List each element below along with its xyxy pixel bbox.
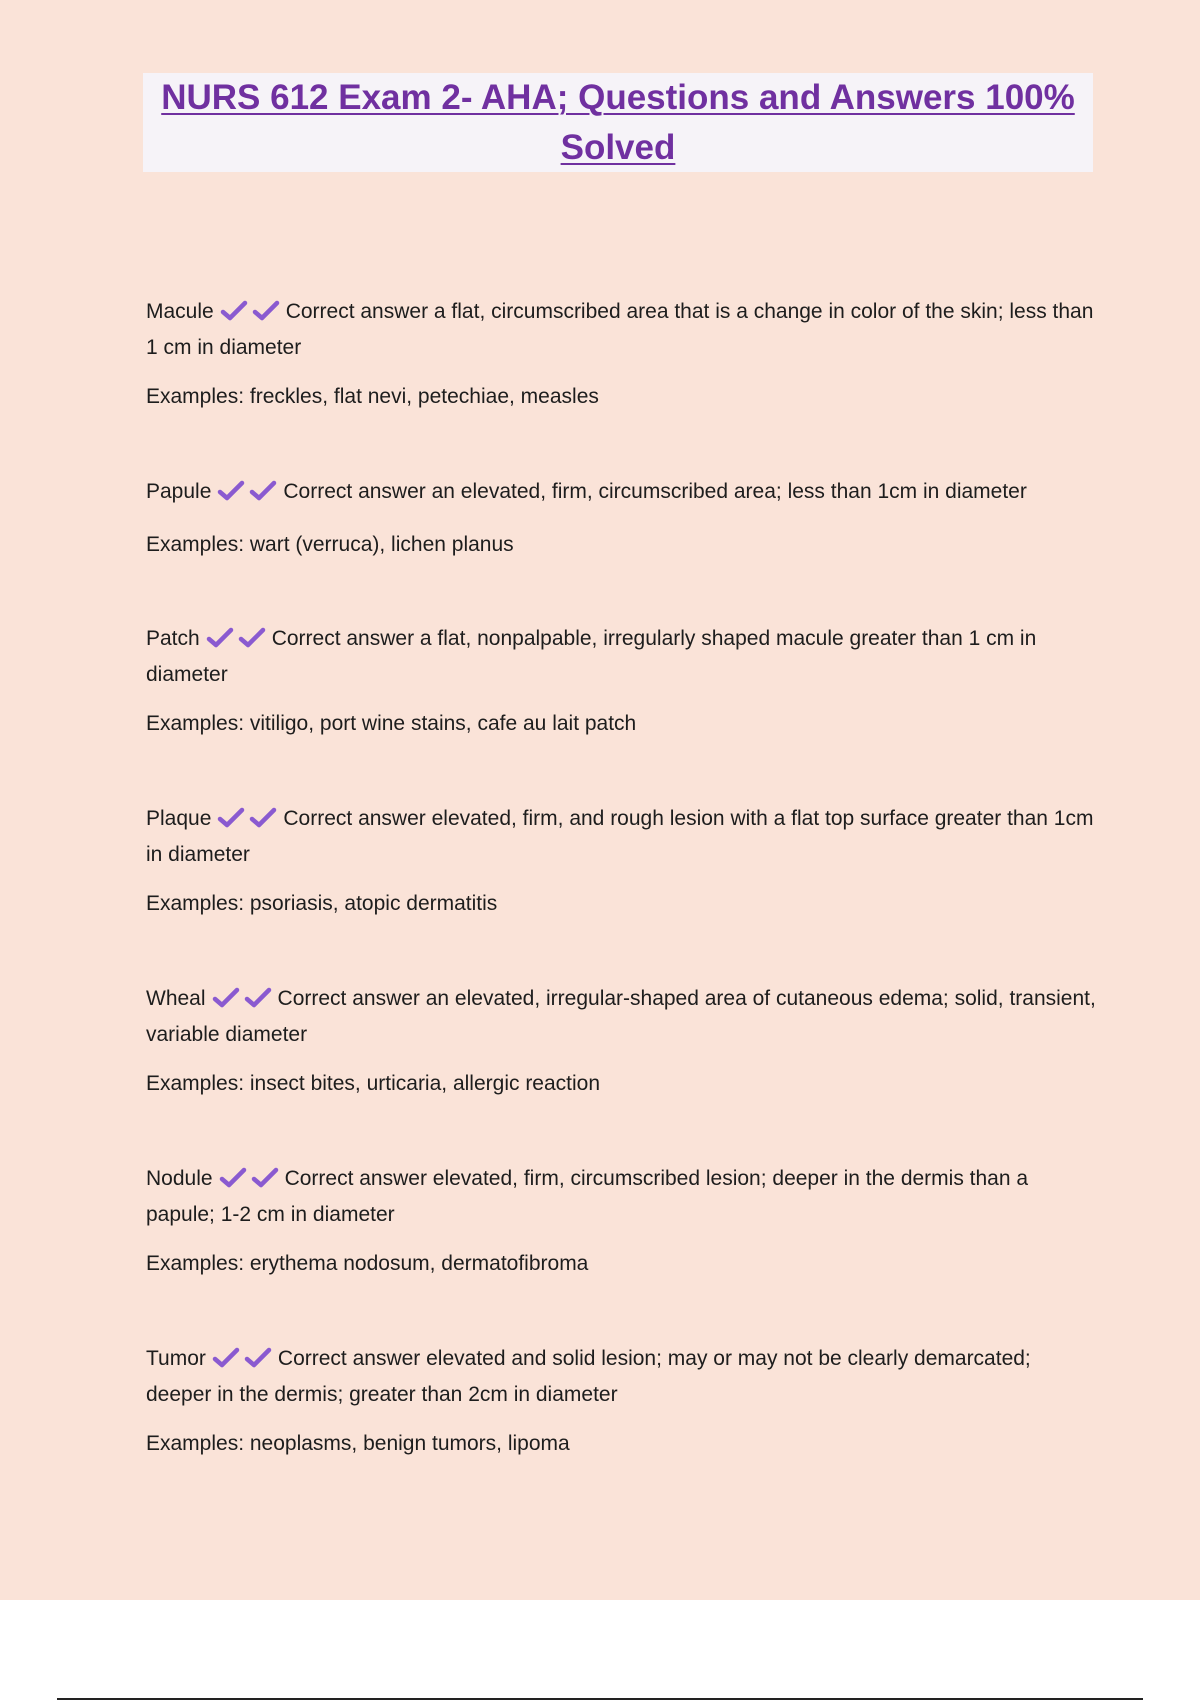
entry-definition: [146, 476, 1096, 512]
check-icon: [212, 987, 240, 1009]
double-check-icon: [206, 627, 270, 659]
check-icon: [217, 807, 245, 829]
entry-examples: Examples: neoplasms, benign tumors, lipoma: [146, 1432, 570, 1455]
double-check-icon: [212, 987, 276, 1019]
check-icon: [238, 627, 266, 649]
entry-term: Patch: [146, 627, 200, 650]
document-title: NURS 612 Exam 2- AHA; Questions and Answers 100% Solved: [161, 77, 1075, 167]
entry-term: Wheal: [146, 987, 206, 1010]
check-icon: [217, 480, 245, 502]
entry-examples: Examples: wart (verruca), lichen planus: [146, 533, 514, 556]
entry-answer: Correct answer elevated and solid lesion; may or may not be clearly demarcated; deeper in the dermis; greater than 2cm in diameter: [146, 1347, 1031, 1406]
qa-entry-tumor: [146, 1343, 1096, 1460]
entry-definition: [146, 803, 1096, 871]
check-icon: [212, 1347, 240, 1369]
check-icon: [219, 1167, 247, 1189]
entry-answer: Correct answer elevated, firm, circumscribed lesion; deeper in the dermis than a papule; 1-2 cm in diameter: [146, 1167, 1029, 1226]
check-icon: [249, 807, 277, 829]
entry-definition: [146, 296, 1096, 364]
double-check-icon: [212, 1347, 276, 1379]
entry-answer: Correct answer an elevated, irregular-shaped area of cutaneous edema; solid, transient, variable diameter: [146, 987, 1096, 1046]
double-check-icon: [219, 1167, 283, 1199]
double-check-icon: [217, 807, 281, 839]
qa-entry-papule: [146, 476, 1096, 561]
qa-entry-patch: [146, 623, 1096, 740]
double-check-icon: [217, 480, 281, 512]
entry-answer: Correct answer elevated, firm, and rough lesion with a flat top surface greater than 1cm in diameter: [146, 807, 1094, 866]
qa-entry-plaque: [146, 803, 1096, 920]
entry-examples: Examples: vitiligo, port wine stains, cafe au lait patch: [146, 712, 637, 735]
entry-definition: [146, 1343, 1096, 1411]
double-check-icon: [220, 300, 284, 332]
check-icon: [251, 1167, 279, 1189]
qa-entry-wheal: [146, 983, 1096, 1100]
check-icon: [220, 300, 248, 322]
entry-answer: Correct answer an elevated, firm, circumscribed area; less than 1cm in diameter: [283, 480, 1027, 503]
entry-term: Nodule: [146, 1167, 213, 1190]
check-icon: [206, 627, 234, 649]
entry-examples: Examples: erythema nodosum, dermatofibroma: [146, 1252, 589, 1275]
entry-term: Papule: [146, 480, 212, 503]
qa-entry-macule: [146, 296, 1096, 413]
entry-term: Tumor: [146, 1347, 206, 1370]
entry-definition: [146, 1163, 1096, 1231]
title-banner: [143, 73, 1093, 172]
entry-examples: Examples: freckles, flat nevi, petechiae, measles: [146, 385, 599, 408]
entry-term: Plaque: [146, 807, 212, 830]
check-icon: [244, 987, 272, 1009]
check-icon: [249, 480, 277, 502]
qa-entry-nodule: [146, 1163, 1096, 1280]
check-icon: [244, 1347, 272, 1369]
entry-term: Macule: [146, 300, 214, 323]
entry-answer: Correct answer a flat, circumscribed area that is a change in color of the skin; less than 1 cm in diameter: [146, 300, 1094, 359]
entry-examples: Examples: psoriasis, atopic dermatitis: [146, 892, 498, 915]
check-icon: [252, 300, 280, 322]
entry-definition: [146, 983, 1096, 1051]
entry-definition: [146, 623, 1096, 691]
entry-examples: Examples: insect bites, urticaria, allergic reaction: [146, 1072, 601, 1095]
entry-answer: Correct answer a flat, nonpalpable, irregularly shaped macule greater than 1 cm in diameter: [146, 627, 1037, 686]
